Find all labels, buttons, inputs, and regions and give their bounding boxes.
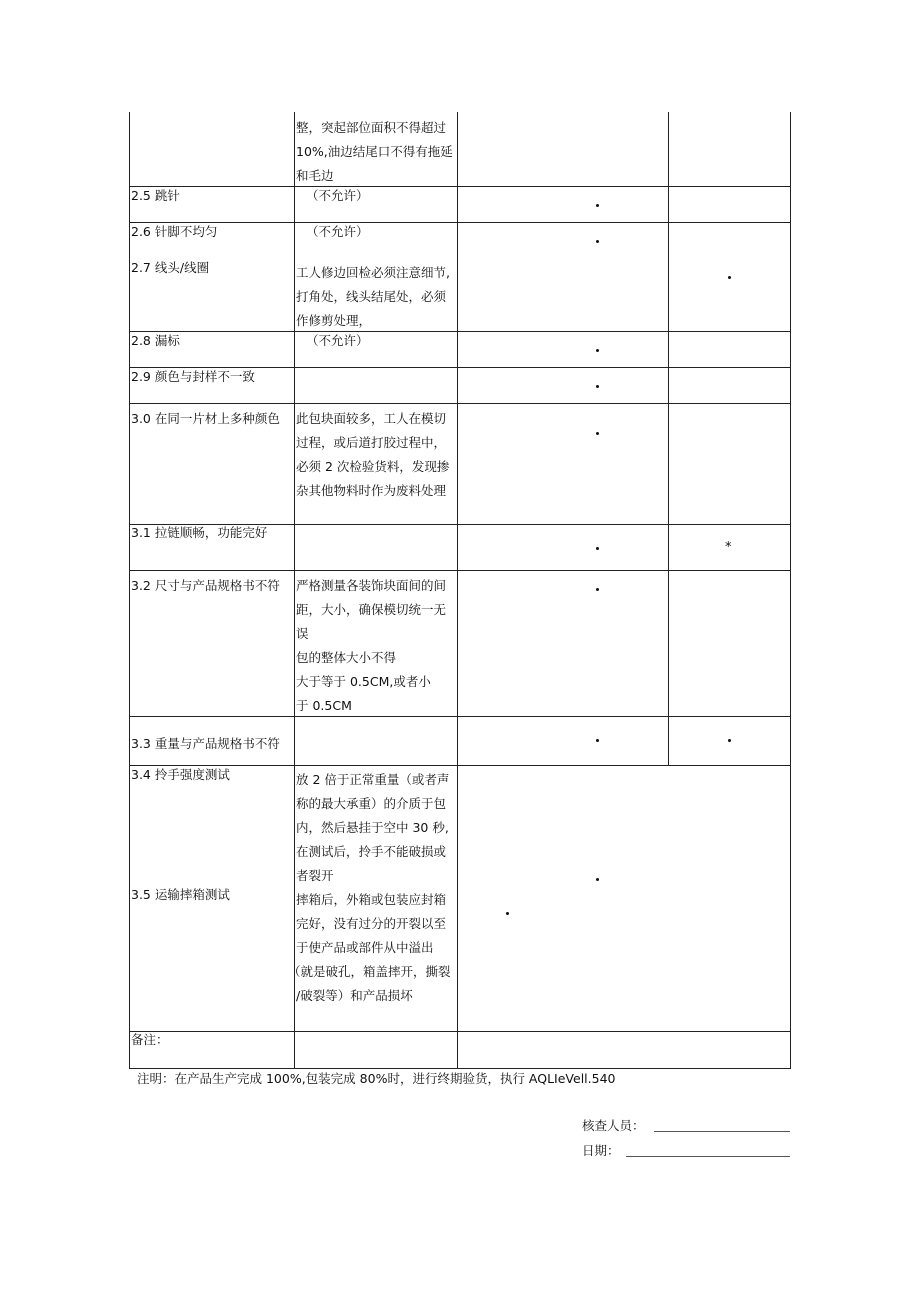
note-text: 误 — [296, 626, 309, 641]
col-divider-1 — [294, 112, 295, 1069]
col-divider-2 — [457, 112, 458, 1069]
note-text: /破裂等）和产品损坏 — [296, 988, 413, 1003]
item-label: 3.1 拉链顺畅，功能完好 — [131, 525, 268, 540]
note-text: 过程，或后道打胶过程中， — [296, 435, 447, 450]
note-text: 完好，没有过分的开裂以至 — [296, 916, 447, 931]
note-text: （不允许） — [306, 224, 369, 239]
note-text: 距，大小，确保模切统一无 — [296, 602, 447, 617]
note-text: 此包块面较多，工人在模切 — [296, 411, 447, 426]
check-mark — [596, 432, 599, 435]
note-text: 大于等于 0.5CM,或者小 — [296, 674, 431, 689]
item-label: 2.8 漏标 — [131, 333, 180, 348]
note-text: 和毛边 — [296, 168, 334, 183]
note-text: 摔箱后，外箱或包装应封箱 — [296, 892, 447, 907]
date-label: 日期： — [582, 1143, 620, 1158]
note-text: 必须 2 次检验货料，发现掺 — [296, 459, 450, 474]
inspector-signature-line[interactable] — [654, 1131, 790, 1132]
item-label: 3.0 在同一片材上多种颜色 — [131, 411, 280, 426]
item-label: 3.2 尺寸与产品规格书不符 — [131, 578, 280, 593]
check-mark — [596, 385, 599, 388]
note-text: 10%,油边结尾口不得有拖延 — [296, 144, 453, 159]
note-text: 严格测量各装饰块面间的间 — [296, 578, 447, 593]
check-mark — [506, 912, 509, 915]
row-divider — [129, 570, 791, 571]
col-divider-3 — [668, 112, 669, 765]
row-divider — [129, 222, 791, 223]
row-divider — [129, 1031, 791, 1032]
item-label: 3.4 拎手强度测试 — [131, 767, 230, 782]
check-mark — [596, 547, 599, 550]
item-label: 3.3 重量与产品规格书不符 — [131, 736, 280, 751]
footer-note: 注明：在产品生产完成 100%,包装完成 80%时，进行终期验货，执行 AQLIeVell.540 — [137, 1071, 616, 1086]
item-label: 2.7 线头/线圈 — [131, 260, 210, 275]
note-text: 打角处，线头结尾处，必须 — [296, 289, 447, 304]
item-label: 2.6 针脚不均匀 — [131, 224, 218, 239]
inspector-label: 核查人员： — [582, 1118, 645, 1133]
date-signature-line[interactable] — [626, 1156, 790, 1157]
row-divider — [129, 186, 791, 187]
check-mark — [728, 739, 731, 742]
item-label: 3.5 运输摔箱测试 — [131, 887, 230, 902]
check-mark — [596, 240, 599, 243]
note-text: 内，然后悬挂于空中 30 秒, — [296, 820, 449, 835]
note-text: 于 0.5CM — [296, 698, 352, 713]
note-text: 工人修边回检必须注意细节, — [296, 265, 450, 280]
check-mark — [596, 878, 599, 881]
note-text: 包的整体大小不得 — [296, 650, 397, 665]
row-divider — [129, 331, 791, 332]
item-label: 2.5 跳针 — [131, 188, 180, 203]
note-text: 于使产品或部件从中溢出 — [296, 940, 434, 955]
note-text: （就是破孔，箱盖摔开，撕裂 — [288, 964, 451, 979]
item-label: 2.9 颜色与封样不一致 — [131, 369, 255, 384]
asterisk-mark: * — [725, 540, 732, 555]
check-mark — [596, 349, 599, 352]
note-text: 杂其他物料时作为废料处理 — [296, 483, 447, 498]
note-text: 者裂开 — [296, 868, 334, 883]
note-text: （不允许） — [306, 333, 369, 348]
row-divider — [129, 403, 791, 404]
table-border-right — [790, 112, 791, 1069]
note-text: 整，突起部位面积不得超过 — [296, 120, 447, 135]
check-mark — [728, 276, 731, 279]
check-mark — [596, 204, 599, 207]
check-mark — [596, 739, 599, 742]
row-divider — [129, 716, 791, 717]
table-border-left — [129, 112, 130, 1069]
note-text: 作修剪处理， — [296, 313, 372, 328]
note-text: （不允许） — [306, 188, 369, 203]
note-text: 在测试后，拎手不能破损或 — [296, 844, 447, 859]
remarks-label: 备注： — [131, 1032, 169, 1047]
check-mark — [596, 588, 599, 591]
note-text: 放 2 倍于正常重量（或者声 — [296, 772, 450, 787]
note-text: 称的最大承重）的介质于包 — [296, 796, 447, 811]
